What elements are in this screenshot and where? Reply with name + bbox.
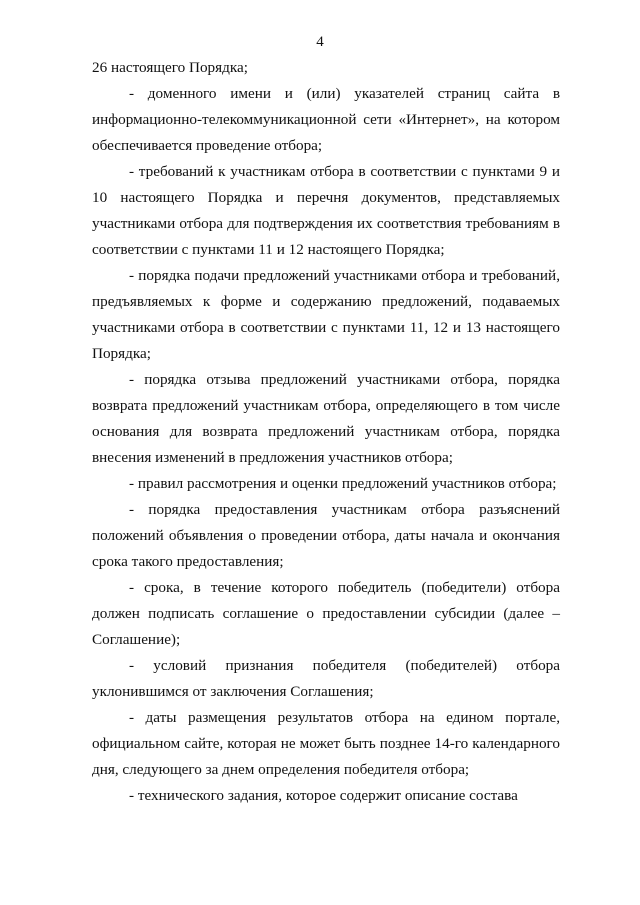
list-item-clarification-procedure: - порядка предоставления участникам отбора разъяснений положений объявления о проведении отбора, даты начала и окончания срока такого предоставления; [92, 501, 560, 570]
list-item-submission-procedure: - порядка подачи предложений участниками отбора и требований, предъявляемых к форме и содержанию предложений, подаваемых участниками отбора в соответствии с пунктами 11, 12 и 13 настоящего Порядка; [92, 267, 560, 362]
list-item-technical-specification: - технического задания, которое содержит описание состава [129, 787, 518, 804]
list-item-participant-requirements: - требований к участникам отбора в соответствии с пунктами 9 и 10 настоящего Порядка и перечня документов, представляемых участниками отбора для подтверждения их соответствия требованиям в соответствии с пунктами 11 и 12 настоящего Порядка; [92, 163, 560, 258]
list-item-evasion-conditions: - условий признания победителя (победителей) отбора уклонившимся от заключения Соглашения; [92, 657, 560, 700]
list-item-review-rules: - правил рассмотрения и оценки предложений участников отбора; [129, 475, 557, 492]
document-body [92, 55, 560, 809]
page-number: 4 [316, 34, 324, 50]
paragraph-continuation: 26 настоящего Порядка; [92, 59, 248, 76]
list-item-results-publication-date: - даты размещения результатов отбора на едином портале, официальном сайте, которая не может быть позднее 14-го календарного дня, следующего за днем определения победителя отбора; [92, 709, 560, 778]
list-item-withdrawal-procedure: - порядка отзыва предложений участниками отбора, порядка возврата предложений участникам отбора, определяющего в том числе основания для возврата предложений участникам отбора, порядка внесения изменений в предложения участников отбора; [92, 371, 560, 466]
list-item-domain-name: - доменного имени и (или) указателей страниц сайта в информационно-телекоммуникационной сети «Интернет», на котором обеспечивается проведение отбора; [92, 85, 560, 154]
list-item-signing-deadline: - срока, в течение которого победитель (победители) отбора должен подписать соглашение о предоставлении субсидии (далее – Соглашение); [92, 579, 560, 648]
